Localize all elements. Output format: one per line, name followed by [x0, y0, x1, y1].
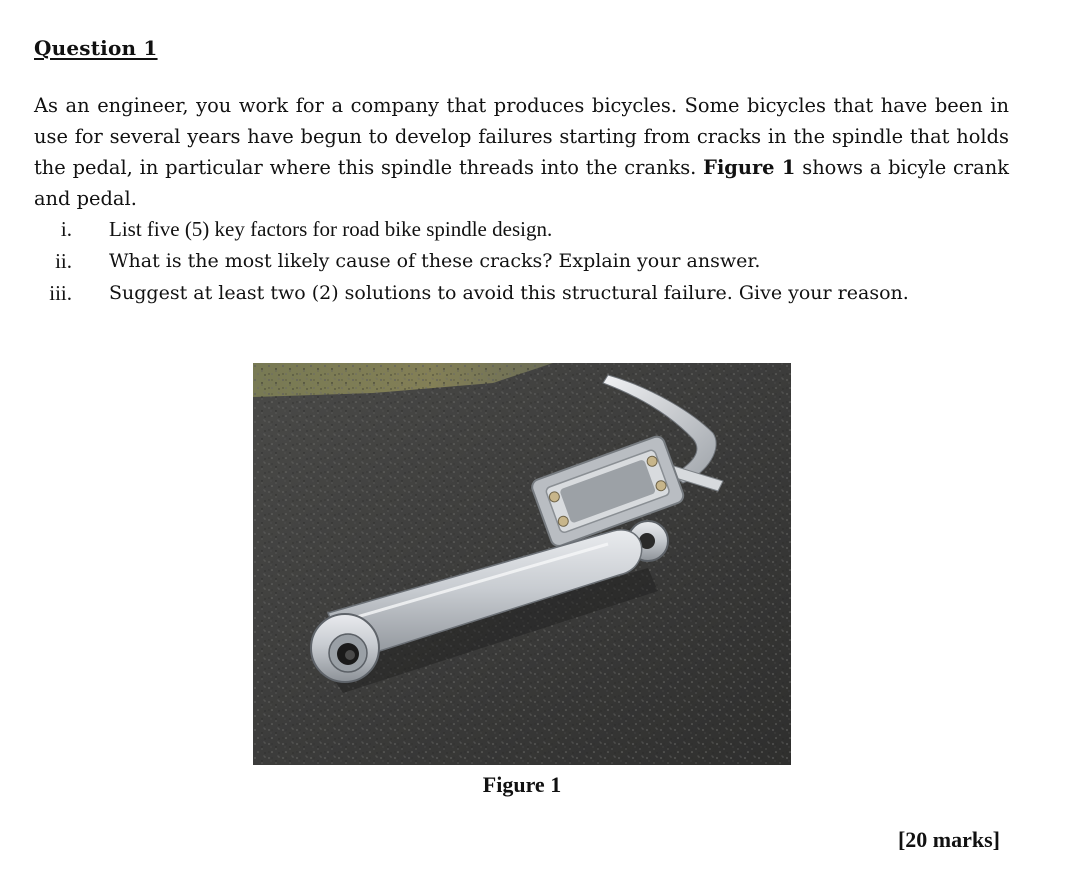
- figure-caption: Figure 1: [482, 772, 562, 797]
- sub-question-2: [34, 245, 1024, 277]
- sub-question-3: [34, 277, 1024, 309]
- crank-pedal-photo: [253, 363, 791, 765]
- sub-question-number: i.: [60, 217, 72, 241]
- sub-question-list: [34, 213, 1024, 309]
- sub-question-1: [34, 213, 1024, 245]
- question-intro: [34, 90, 1009, 214]
- figure-reference: Figure 1: [703, 156, 796, 179]
- sub-question-text: What is the most likely cause of these cracks? Explain your answer.: [109, 250, 761, 272]
- intro-text-part-2: shows a bicyle crank and pedal.: [34, 156, 1009, 210]
- sub-question-number: ii.: [55, 249, 72, 273]
- sub-question-text: List five (5) key factors for road bike spindle design.: [109, 217, 553, 241]
- sub-question-number: iii.: [49, 281, 72, 305]
- marks-label: [20 marks]: [897, 827, 1000, 852]
- question-heading: Question 1: [34, 36, 158, 60]
- sub-question-text: Suggest at least two (2) solutions to avoid this structural failure. Give your reason.: [109, 282, 909, 304]
- intro-text-part-1: As an engineer, you work for a company that produces bicycles. Some bicycles that have been in use for several years have begun to develop failures starting from cracks in the spindle that holds the pedal, in particular where this spindle threads into the cranks.: [34, 94, 1009, 179]
